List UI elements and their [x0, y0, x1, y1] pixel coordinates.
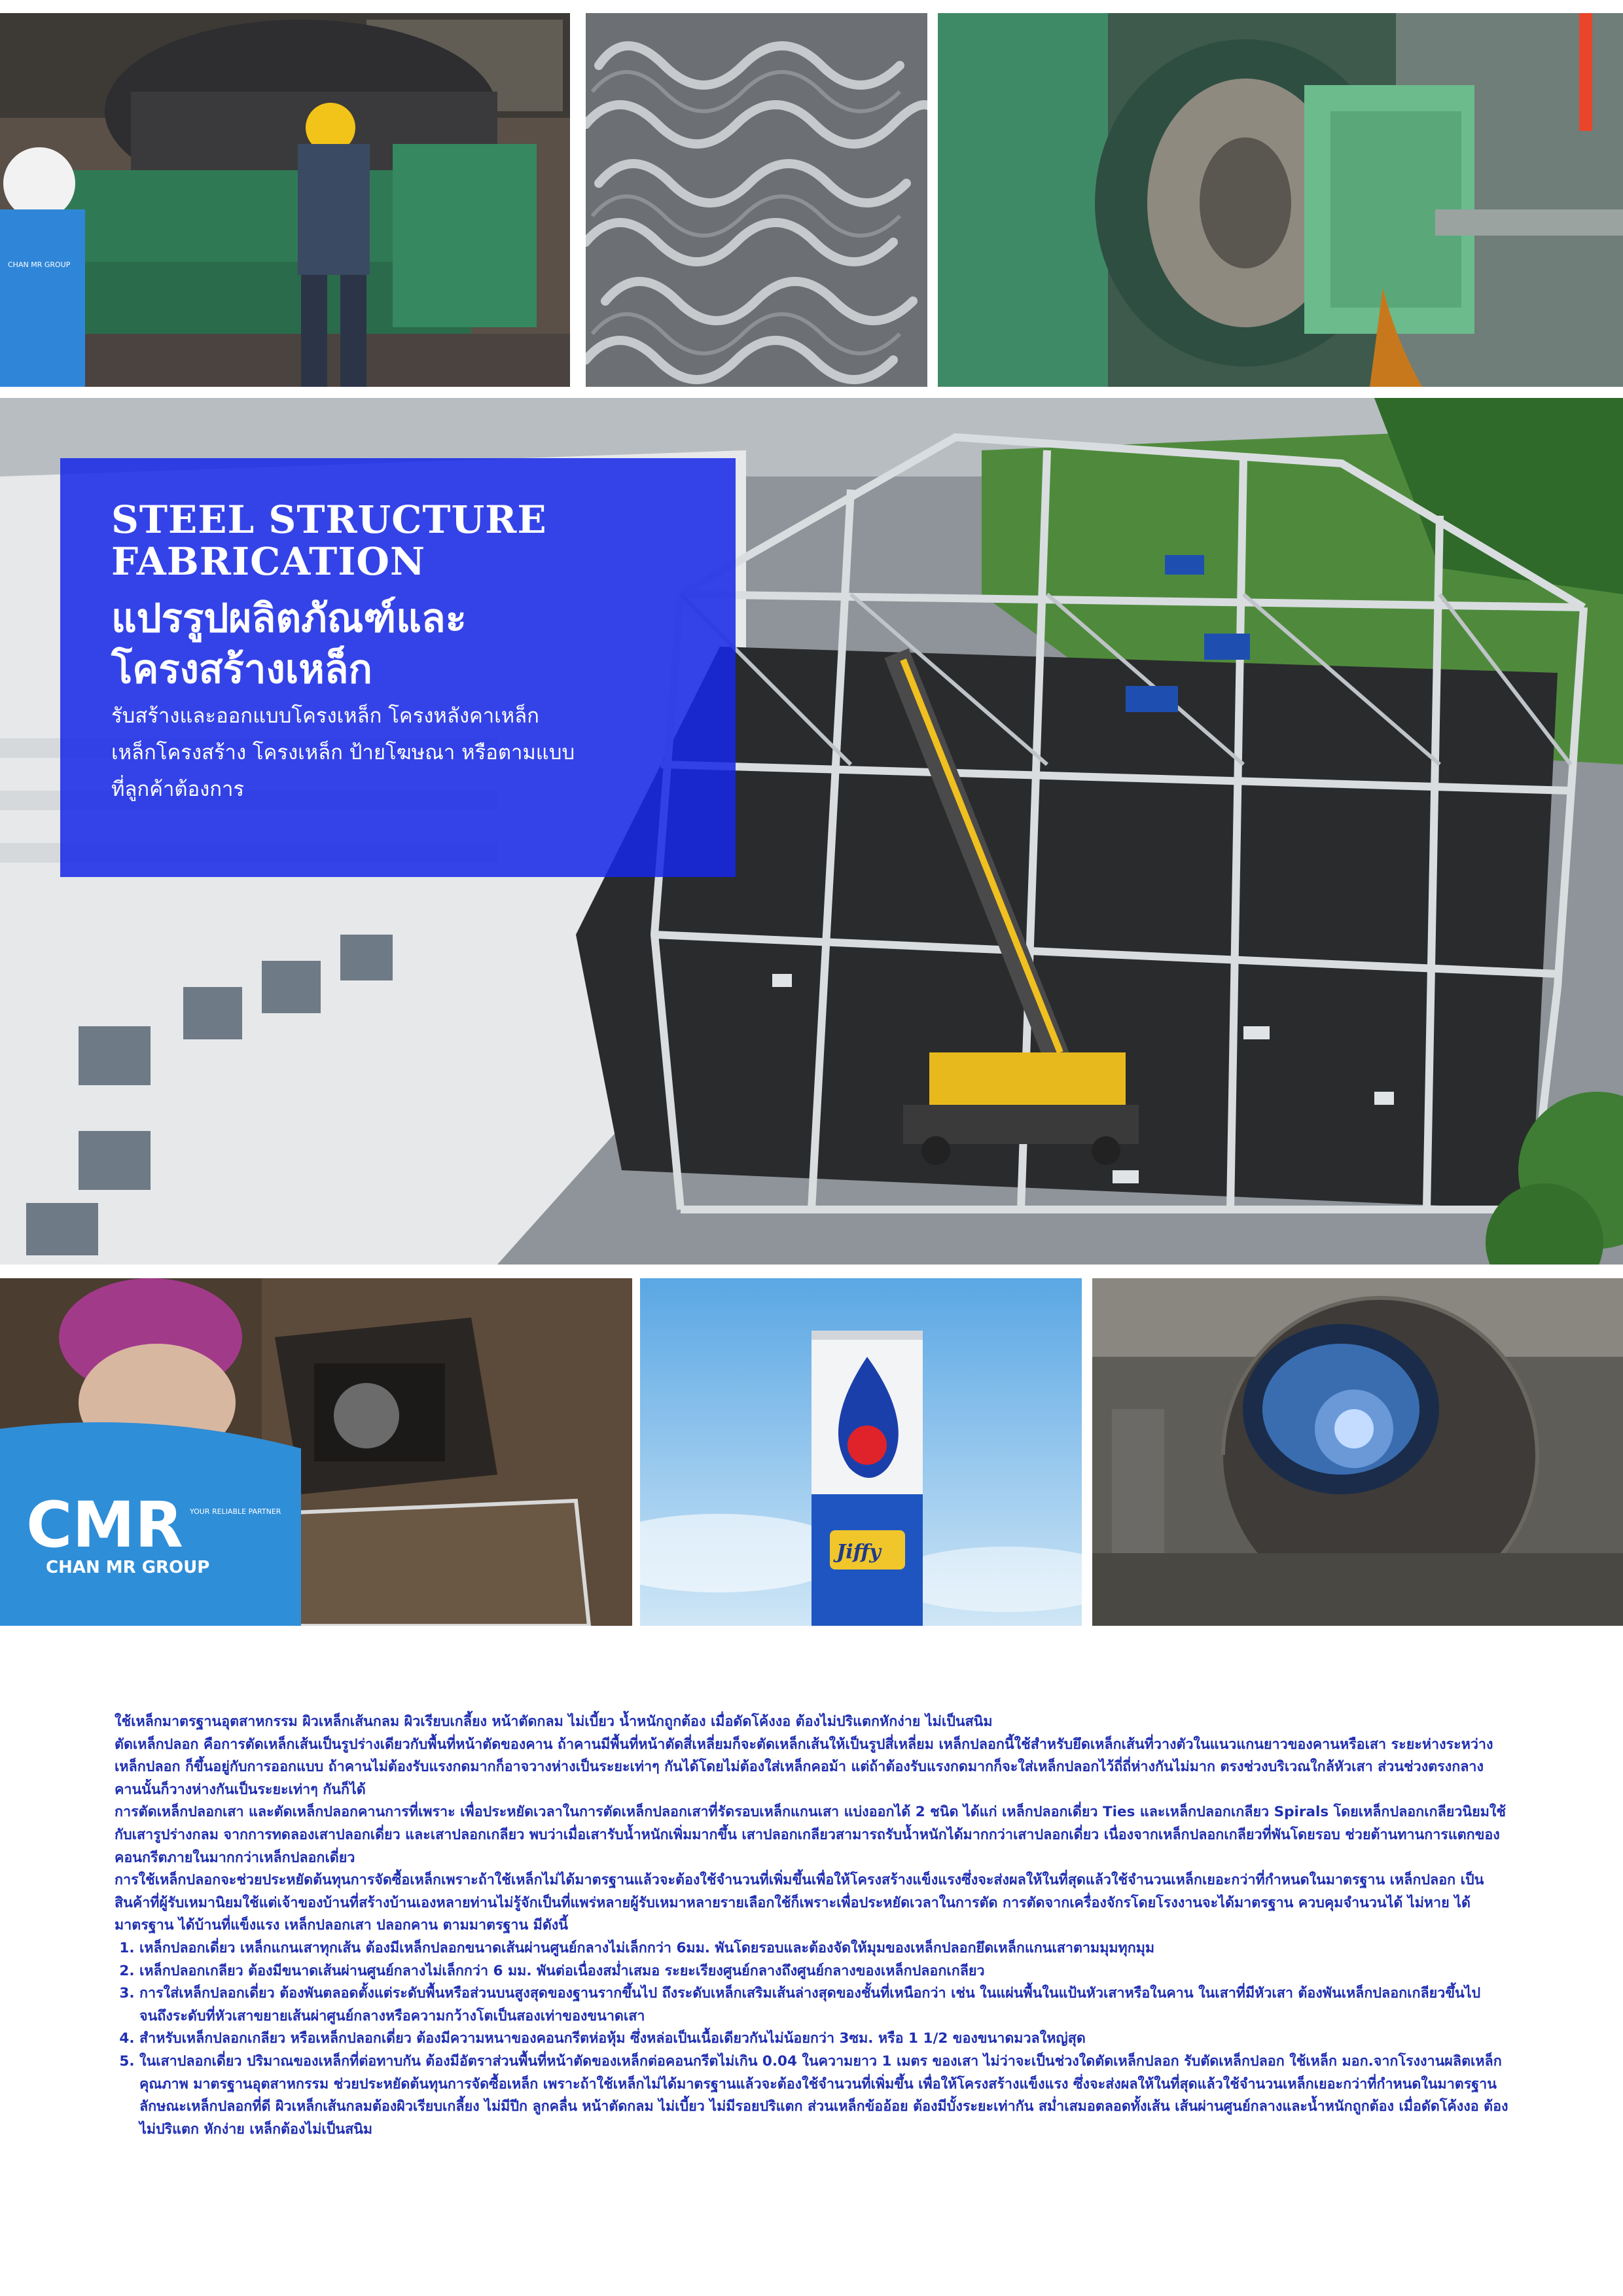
article-list-item-2: 2. เหล็กปลอกเกลียว ต้องมีขนาดเส้นผ่านศูนย์กลางไม่เล็กกว่า 6 มม. พันต่อเนื่องสม่ำเสมอ ระยะเรียงศูนย์กลางถึงศูนย์กลางของเหล็กปลอกเกลียว	[139, 1960, 1508, 1983]
photo-bent-steel-rods	[586, 13, 927, 387]
promo-desc-line1: รับสร้างและออกแบบโครงเหล็ก โครงหลังคาเหล็ก	[111, 704, 539, 728]
promo-desc-line2: เหล็กโครงสร้าง โครงเหล็ก ป้ายโฆษณา หรือตามแบบ	[111, 741, 575, 764]
article-list-item-3: 3. การใส่เหล็กปลอกเดี่ยว ต้องพันตลอดตั้งแต่ระดับพื้นหรือส่วนบนสูงสุดของฐานรากขึ้นไป ถึงระดับเหล็กเสริมเส้นล่างสุดของชั้นที่เหนือกว่า เช่น ในแผ่นพื้นในแป้นหัวเสาหรือในคาน ในเสาที่มีหัวเสา ต้องพันเหล็กปลอกเกลียวขึ้นไปจนถึงระดับที่หัวเสาขยายเส้นผ่าศูนย์กลางหรือความกว้างโตเป็นสองเท่าของขนาดเสา	[139, 1982, 1508, 2028]
photo-worker-chan-mr-group	[0, 1278, 632, 1626]
promo-title-en-line2: FABRICATION	[111, 539, 425, 584]
logo-group-text: CHAN MR GROUP	[46, 1558, 210, 1577]
promo-description	[111, 698, 696, 808]
photo-green-press-machine	[938, 13, 1623, 387]
article-paragraph-2: ตัดเหล็กปลอก คือการตัดเหล็กเส้นเป็นรูปร่างเดียวกับพื้นที่หน้าตัดของคาน ถ้าคานมีพื้นที่หน้าตัดสี่เหลี่ยมก็จะตัดเหล็กเส้นให้เป็นรูปสี่เหลี่ยม เหล็กปลอกนี้ใช้สำหรับยึดเหล็กเส้นที่วางตัวในแนวแกนยาวของคานหรือเสา ระยะห่างระหว่างเหล็กปลอก ก็ขึ้นอยู่กับการออกแบบ ถ้าคานไม่ต้องรับแรงกดมากก็อาจวางห่างเป็นระยะเท่าๆ กันได้โดยไม่ต้องใส่เหล็กคอม้า แต่ถ้าต้องรับแรงกดมากก็จะใส่เหล็กปลอกไว้ถี่ถี่ห่างกันไม่มาก ตรงช่วงบริเวณใกล้หัวเสา ส่วนช่วงตรงกลางคานนั้นก็วางห่างกันเป็นระยะเท่าๆ กันก็ได้	[115, 1736, 1493, 1798]
promo-title-th-line2: โครงสร้างเหล็ก	[111, 647, 372, 692]
promo-title-en-line1: STEEL STRUCTURE	[111, 497, 547, 542]
article-list-item-5: 5. ในเสาปลอกเดี่ยว ปริมาณของเหล็กที่ต่อทาบกัน ต้องมีอัตราส่วนพื้นที่หน้าตัดของเหล็กต่อคอนกรีตไม่เกิน 0.04 ในความยาว 1 เมตร ของเสา ไม่ว่าจะเป็นช่วงใดตัดเหล็กปลอก รับตัดเหล็กปลอก ใช้เหล็ก มอก.จากโรงงานผลิตเหล็กคุณภาพ มาตรฐานอุตสาหกรรม ช่วยประหยัดต้นทุนการจัดซื้อเหล็ก เพราะถ้าใช้เหล็กไม่ได้มาตรฐานแล้วจะต้องใช้จำนวนที่เพิ่มขึ้น เพื่อให้โครงสร้างแข็งแรง ซึ่งจะส่งผลให้ในที่สุดแล้วใช้จำนวนเหล็กเยอะกว่าที่กำหนดในมาตรฐานลักษณะเหล็กปลอกที่ดี ผิวเหล็กเส้นกลมต้องผิวเรียบเกลี้ยง ไม่มีปีก ลูกคลื่น หน้าตัดกลม ไม่เบี้ยว ไม่มีรอยปริแตก ส่วนเหล็กข้ออ้อย ต้องมีบั้งระยะเท่ากัน สม่ำเสมอตลอดทั้งเส้น เส้นผ่านศูนย์กลางและน้ำหนักถูกต้อง เมื่อดัดโค้งงอ ต้องไม่ปริแตก หักง่าย เหล็กต้องไม่เป็นสนิม	[139, 2051, 1508, 2141]
article-paragraph-1: ใช้เหล็กมาตรฐานอุตสาหกรรม ผิวเหล็กเส้นกลม ผิวเรียบเกลี้ยง หน้าตัดกลม ไม่เบี้ยว น้ำหนักถูกต้อง เมื่อดัดโค้งงอ ต้องไม่ปริแตกหักง่าย ไม่เป็นสนิม	[115, 1713, 993, 1730]
article-paragraph-4: การใช้เหล็กปลอกจะช่วยประหยัดต้นทุนการจัดซื้อเหล็กเพราะถ้าใช้เหล็กไม่ได้มาตรฐานแล้วจะต้องใช้จำนวนที่เพิ่มขึ้นเพื่อให้โครงสร้างแข็งแรงซึ่งจะส่งผลให้ในที่สุดแล้วใช้จำนวนเหล็กเยอะกว่าที่กำหนดในมาตรฐาน เหล็กปลอก เป็นสินค้าที่ผู้รับเหมานิยมใช้แต่เจ้าของบ้านที่สร้างบ้านเองหลายท่านไม่รู้จักเป็นที่แพร่หลายผู้รับเหมาหลายรายเลือกใช้ก็เพราะเพื่อประหยัดเวลาในการตัด การตัดจากเครื่องจักรโดยโรงงานจะได้มาตรฐาน ควบคุมจำนวนได้ ไม่หาย ได้มาตรฐาน ได้บ้านที่แข็งแรง เหล็กปลอกเสา ปลอกคาน ตามมาตรฐาน มีดังนี้	[115, 1872, 1484, 1934]
article-body	[115, 1711, 1508, 2141]
logo-tagline-text: YOUR RELIABLE PARTNER	[190, 1507, 281, 1516]
promo-desc-line3: ที่ลูกค้าต้องการ	[111, 778, 245, 801]
logo-cmr-text: CMR	[26, 1488, 183, 1562]
article-list-item-4: 4. สำหรับเหล็กปลอกเกลียว หรือเหล็กปลอกเดี่ยว ต้องมีความหนาของคอนกรีตห่อหุ้ม ซึ่งหล่อเป็นเนื้อเดียวกันไม่น้อยกว่า 3ซม. หรือ 1 1/2 ของขนาดมวลใหญ่สุด	[139, 2028, 1508, 2051]
promo-title-th-line1: แปรรูปผลิตภัณฑ์และ	[111, 596, 467, 641]
article-list	[115, 1937, 1508, 2141]
photo-steel-rolling-machine	[0, 13, 570, 387]
promo-title-th	[111, 593, 696, 695]
promo-panel	[60, 458, 736, 877]
sign-jiffy-text: Jiffy	[836, 1541, 881, 1564]
photo-steel-sphere-welding	[1092, 1278, 1623, 1626]
photo-ptt-station-sign	[640, 1278, 1082, 1626]
badge-text: CHAN MR GROUP	[8, 260, 71, 269]
article-list-item-1: 1. เหล็กปลอกเดี่ยว เหล็กแกนเสาทุกเส้น ต้องมีเหล็กปลอกขนาดเส้นผ่านศูนย์กลางไม่เล็กกว่า 6มม. พันโดยรอบและต้องจัดให้มุมของเหล็กปลอกยึดเหล็กแกนเสาตามมุมทุกมุม	[139, 1937, 1508, 1960]
article-paragraph-3: การตัดเหล็กปลอกเสา และตัดเหล็กปลอกคานการที่เพราะ เพื่อประหยัดเวลาในการตัดเหล็กปลอกเสาที่รัดรอบเหล็กแกนเสา แบ่งออกได้ 2 ชนิด ได้แก่ เหล็กปลอกเดี่ยว Ties และเหล็กปลอกเกลียว Spirals โดยเหล็กปลอกเกลียวนิยมใช้กับเสารูปร่างกลม จากการทดลองเสาปลอกเดี่ยว และเสาปลอกเกลียว พบว่าเมื่อเสารับน้ำหนักเพิ่มมากขึ้น เสาปลอกเกลียวสามารถรับน้ำหนักได้มากกว่าเสาปลอกเดี่ยว เนื่องจากเหล็กปลอกเกลียวที่พันโดยรอบ ช่วยต้านทานการแตกของคอนกรีตภายในมากกว่าเหล็กปลอกเดี่ยว	[115, 1804, 1506, 1866]
